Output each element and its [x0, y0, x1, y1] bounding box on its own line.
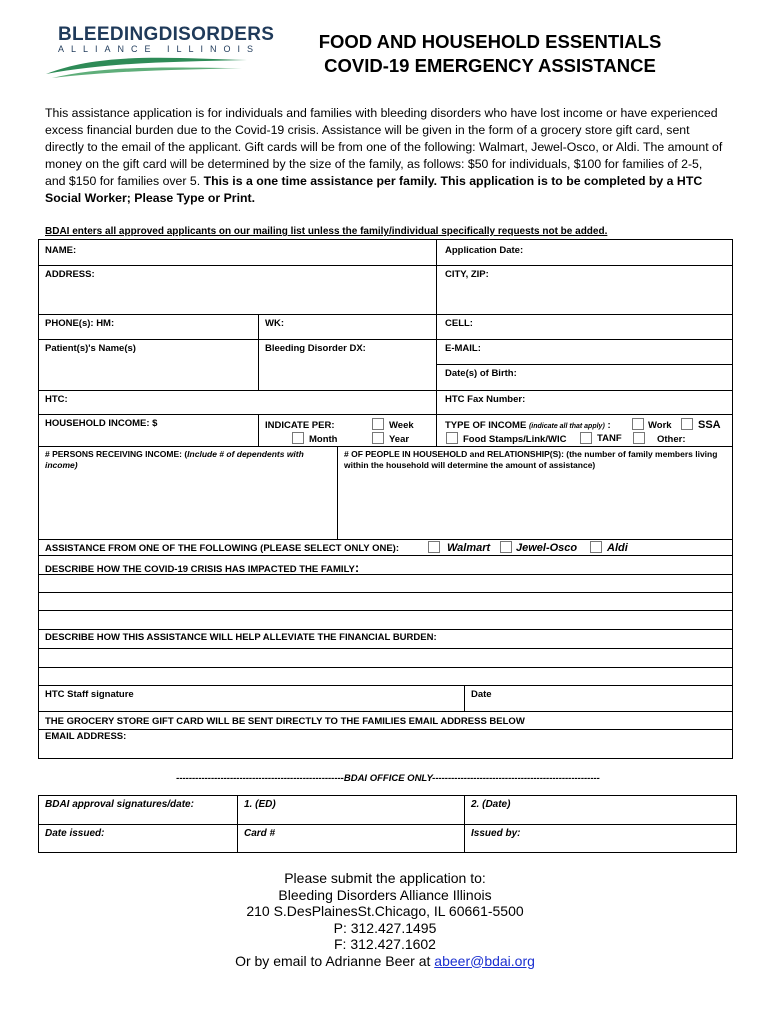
type-of-income-text: TYPE OF INCOME — [445, 420, 527, 431]
htc-label: HTC: — [45, 394, 68, 405]
city-zip-label: CITY, ZIP: — [445, 269, 489, 280]
type-of-income-note: (indicate all that apply) — [528, 423, 605, 430]
title-line2: COVID-19 EMERGENCY ASSISTANCE — [324, 55, 656, 76]
jewel-osco-label: Jewel-Osco — [516, 542, 578, 554]
describe-help-label: DESCRIBE HOW THIS ASSISTANCE WILL HELP ALLEVIATE THE FINANCIAL BURDEN: — [45, 632, 437, 643]
mailing-list-notice: BDAI enters all approved applicants on our mailing list unless the family/individual specifically requests not be added. — [45, 226, 608, 237]
date-issued-label: Date issued: — [45, 828, 105, 839]
intro-text: This assistance application is for individuals and families with bleeding disorders who have lost income or have experienced excess financial burden due to the Covid-19 crisis. Assistance will be given in the form of a grocery store gift card, sent directly to the email of the applicant. Gift cards will be from one of the following: Walmart, Jewel-Osco, or Aldi. The amount of money on the gift card will be determined by the size of the family, as follows: $50 for individuals, $100 for families of 2-5, and $150 for families over 5. — [45, 106, 723, 188]
name-label: NAME: — [45, 245, 77, 256]
food-stamps-checkbox[interactable] — [446, 432, 458, 444]
email-label: E-MAIL: — [445, 343, 481, 354]
date2-label: 2. (Date) — [471, 799, 511, 810]
ssa-checkbox[interactable] — [681, 418, 693, 430]
form-divider — [38, 265, 733, 266]
patients-names-label: Patient(s)'s Name(s) — [45, 343, 136, 354]
jewel-osco-checkbox[interactable] — [500, 541, 512, 553]
tanf-label: TANF — [597, 433, 622, 444]
htc-fax-label: HTC Fax Number: — [445, 394, 526, 405]
aldi-label: Aldi — [607, 542, 628, 554]
type-of-income-label — [445, 420, 611, 431]
phone-hm-label: PHONE(s): HM: — [45, 318, 115, 329]
address-label: ADDRESS: — [45, 269, 95, 280]
submission-footer — [0, 870, 770, 969]
intro-paragraph — [45, 105, 725, 207]
walmart-label: Walmart — [447, 542, 491, 554]
aldi-checkbox[interactable] — [590, 541, 602, 553]
logo-text: BLEEDINGDISORDERS — [58, 24, 275, 45]
issued-by-label: Issued by: — [471, 828, 521, 839]
persons-receiving-income-label — [45, 449, 330, 471]
logo-subtext: ALLIANCE ILLINOIS — [58, 44, 261, 54]
footer-line2: Bleeding Disorders Alliance Illinois — [278, 886, 492, 903]
assistance-from-label: ASSISTANCE FROM ONE OF THE FOLLOWING (PLEASE SELECT ONLY ONE): — [45, 543, 399, 554]
work-label: Work — [648, 420, 672, 431]
year-checkbox[interactable] — [372, 432, 384, 444]
household-income-label: HOUSEHOLD INCOME: $ — [45, 418, 158, 429]
describe-impact-text: DESCRIBE HOW THE COVID-19 CRISIS HAS IMPACTED THE FAMILY — [45, 564, 355, 575]
bleeding-disorder-dx-label: Bleeding Disorder DX: — [265, 343, 366, 354]
footer-line6 — [0, 953, 770, 970]
intro-bold: This is a one time assistance per family. This application is to be completed by a HTC Social Worker; Please Type or Print. — [45, 174, 703, 205]
footer-email-prefix: Or by email to Adrianne Beer at — [235, 952, 435, 969]
footer-line5: F: 312.427.1602 — [334, 936, 436, 952]
year-label: Year — [389, 434, 410, 445]
indicate-per-label: INDICATE PER: — [265, 420, 335, 431]
persons-receiving-text: # PERSONS RECEIVING INCOME: ( — [45, 449, 188, 459]
application-form — [38, 239, 733, 759]
week-checkbox[interactable] — [372, 418, 384, 430]
ssa-label: SSA — [698, 419, 721, 431]
email-address-label: EMAIL ADDRESS: — [45, 731, 127, 742]
work-checkbox[interactable] — [632, 418, 644, 430]
describe-impact-label — [45, 560, 359, 575]
walmart-checkbox[interactable] — [428, 541, 440, 553]
other-income-label: Other: — [657, 434, 686, 445]
cell-label: CELL: — [445, 318, 473, 329]
month-checkbox[interactable] — [292, 432, 304, 444]
card-number-label: Card # — [244, 828, 276, 839]
signature-date-label: Date — [471, 689, 492, 700]
week-label: Week — [389, 420, 414, 431]
approval-signatures-label: BDAI approval signatures/date: — [45, 799, 194, 810]
logo-swoosh-icon — [42, 22, 252, 82]
dob-label: Date(s) of Birth: — [445, 368, 517, 379]
page-title — [260, 30, 720, 78]
describe-impact-colon: : — [354, 560, 360, 575]
email-link[interactable]: abeer@bdai.org — [434, 952, 535, 969]
ed-label: 1. (ED) — [244, 799, 276, 810]
footer-line3: 210 S.DesPlainesSt.Chicago, IL 60661-5500 — [246, 903, 524, 919]
people-in-household-label: # OF PEOPLE IN HOUSEHOLD and RELATIONSHIP(S): (the number of family members living within the household will determine the amount of assistance) — [344, 449, 718, 470]
persons-receiving-italic: Include # of dependents with income) — [45, 449, 304, 470]
footer-line4: P: 312.427.1495 — [333, 919, 437, 936]
food-stamps-label: Food Stamps/Link/WIC — [463, 434, 567, 445]
tanf-checkbox[interactable] — [580, 432, 592, 444]
title-line1: FOOD AND HOUSEHOLD ESSENTIALS — [318, 31, 662, 52]
phone-wk-label: WK: — [265, 318, 284, 329]
office-only-divider: -----------------------------------------------------BDAI OFFICE ONLY----------------------------------------------------- — [176, 773, 600, 784]
month-label: Month — [309, 434, 338, 445]
application-date-label: Application Date: — [445, 245, 524, 256]
gift-card-note: THE GROCERY STORE GIFT CARD WILL BE SENT DIRECTLY TO THE FAMILIES EMAIL ADDRESS BELOW — [45, 716, 525, 727]
type-of-income-colon: : — [607, 420, 611, 431]
staff-signature-label: HTC Staff signature — [45, 689, 134, 700]
footer-line1: Please submit the application to: — [284, 870, 486, 886]
other-income-checkbox[interactable] — [633, 432, 645, 444]
